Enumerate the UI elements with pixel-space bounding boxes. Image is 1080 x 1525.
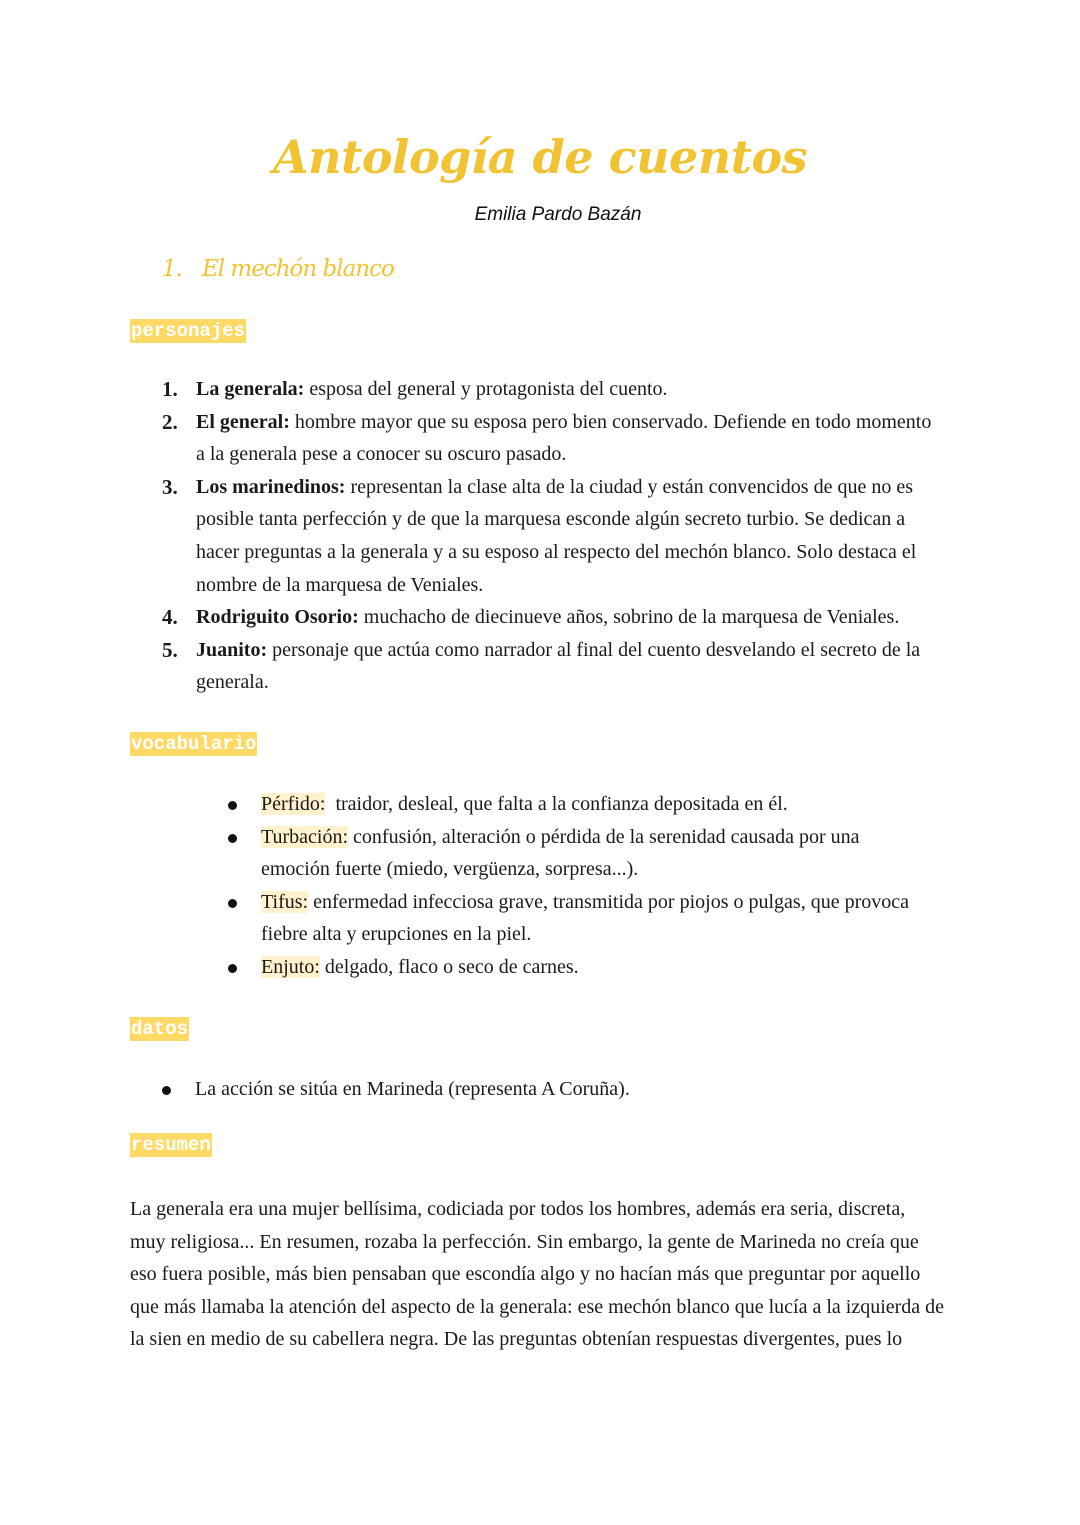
vocabulary-item — [228, 886, 928, 951]
bullet-icon — [228, 834, 237, 843]
bullet-icon — [228, 899, 237, 908]
bullet-icon — [228, 964, 237, 973]
data-text: La acción se sitúa en Marineda (representa A Coruña). — [195, 1078, 630, 1100]
character-item — [162, 373, 942, 406]
bullet-icon — [162, 1086, 171, 1095]
character-description: representan la clase alta de la ciudad y están convencidos de que no es posible tanta perfección y de que la marquesa esconde algún secreto turbio. Se dedican a hacer preguntas a la generala y a su esposo al respecto del mechón blanco. Solo destaca el nombre de la marquesa de Veniales. — [196, 475, 917, 596]
characters-list — [162, 373, 942, 699]
bullet-icon — [228, 801, 237, 810]
vocabulary-definition: enfermedad infecciosa grave, transmitida por piojos o pulgas, que provoca fiebre alta y erupciones en la piel. — [261, 890, 909, 946]
vocabulary-item — [228, 788, 928, 821]
vocabulary-item — [228, 951, 928, 984]
vocabulary-definition: delgado, flaco o seco de carnes. — [319, 955, 579, 978]
data-item — [162, 1073, 942, 1106]
story-number: 1. — [162, 256, 182, 282]
section-label-vocabulario: vocabulario — [131, 733, 257, 755]
vocabulary-item — [228, 821, 928, 886]
character-name: El general: — [196, 410, 290, 433]
section-label-resumen: resumen — [131, 1134, 211, 1156]
character-name: Rodriguito Osorio: — [196, 606, 359, 629]
character-name: Juanito: — [196, 638, 268, 661]
document-title: Antología de cuentos — [272, 130, 808, 184]
vocabulary-term: Pérfido: — [261, 793, 326, 815]
character-name: La generala: — [196, 378, 305, 400]
list-number: 2. — [162, 409, 178, 434]
character-description: personaje que actúa como narrador al final del cuento desvelando el secreto de la generala. — [196, 638, 921, 694]
vocabulary-term: Turbación: — [261, 825, 349, 848]
character-description: esposa del general y protagonista del cuento. — [304, 378, 668, 400]
vocabulary-term: Tifus: — [261, 890, 309, 913]
list-number: 5. — [162, 637, 178, 662]
story-heading — [162, 256, 394, 282]
character-description: muchacho de diecinueve años, sobrino de la marquesa de Veniales. — [358, 606, 900, 629]
character-item — [162, 406, 942, 471]
summary-paragraph: La generala era una mujer bellísima, codiciada por todos los hombres, además era seria, discreta, muy religiosa... En resumen, rozaba la perfección. Sin embargo, la gente de Marineda no creía que eso fuera posible, más bien pensaban que escondía algo y no hacían más que preguntar por aquello que más llamaba la atención del aspecto de la generala: ese mechón blanco que lucía a la izquierda de la sien en medio de su cabellera negra. De las preguntas obtenían respuestas divergentes, pues lo — [130, 1198, 945, 1351]
data-list — [162, 1073, 942, 1106]
vocabulary-definition: confusión, alteración o pérdida de la serenidad causada por una emoción fuerte (miedo, vergüenza, sorpresa...). — [261, 825, 860, 881]
section-label-datos: datos — [131, 1018, 189, 1040]
character-item — [162, 601, 942, 634]
story-title: El mechón blanco — [201, 256, 394, 282]
list-number: 4. — [162, 605, 178, 630]
vocabulary-definition: traidor, desleal, que falta a la confianza depositada en él. — [325, 793, 788, 815]
list-number: 1. — [162, 377, 178, 401]
vocabulary-list — [228, 788, 928, 984]
document-author: Emilia Pardo Bazán — [474, 204, 642, 225]
character-name: Los marinedinos: — [196, 475, 346, 498]
character-description: hombre mayor que su esposa pero bien conservado. Defiende en todo momento a la generala pese a conocer su oscuro pasado. — [196, 410, 932, 466]
vocabulary-term: Enjuto: — [261, 955, 320, 978]
character-item — [162, 634, 942, 699]
section-label-personajes: personajes — [131, 320, 246, 342]
character-item — [162, 471, 942, 601]
list-number: 3. — [162, 474, 178, 499]
